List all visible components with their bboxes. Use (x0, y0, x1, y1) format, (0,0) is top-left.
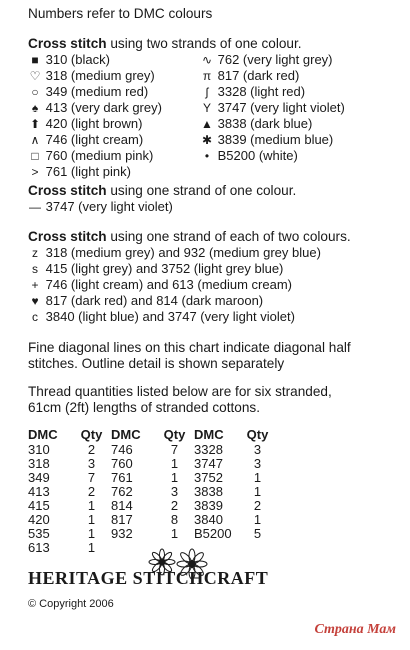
table-row (28, 457, 274, 471)
legend-item-label: 817 (dark red) and 814 (dark maroon) (45, 293, 264, 308)
legend-item (28, 116, 162, 132)
dmc-cell: 746 (111, 442, 133, 457)
stitch-symbol-icon: ∿ (201, 53, 213, 67)
legend-item (200, 100, 345, 116)
legend-item-label: 349 (medium red) (45, 84, 149, 99)
qty-cell: 2 (87, 442, 96, 457)
legend-item (28, 199, 173, 215)
section3-heading-rest: using one strand of each of two colours. (106, 229, 351, 244)
legend-item-label: 746 (light cream) and 613 (medium cream) (45, 277, 293, 292)
header-dmc: DMC (111, 427, 141, 442)
dmc-cell: 761 (111, 470, 133, 485)
table-row (28, 527, 274, 541)
legend-item (28, 68, 162, 84)
legend-item (28, 52, 162, 68)
stitch-symbol-icon: ⬆ (29, 117, 41, 131)
qty-cell: 1 (253, 512, 262, 527)
legend-item (200, 84, 345, 100)
dmc-cell: 535 (28, 526, 50, 541)
stitch-symbol-icon: ▲ (201, 117, 213, 131)
section1-heading-rest: using two strands of one colour. (106, 36, 302, 51)
qty-cell: 7 (170, 442, 179, 457)
stitch-symbol-icon: • (204, 149, 210, 163)
dmc-cell: 760 (111, 456, 133, 471)
legend-item (200, 52, 345, 68)
qty-cell: 3 (87, 456, 96, 471)
dmc-cell: 318 (28, 456, 50, 471)
legend-item-label: 413 (very dark grey) (45, 100, 162, 115)
legend-item-label: 3747 (very light violet) (45, 199, 173, 214)
legend-item-label: 3839 (medium blue) (217, 132, 334, 147)
legend-item-label: 3838 (dark blue) (217, 116, 313, 131)
dmc-cell: 814 (111, 498, 133, 513)
section3-heading-bold: Cross stitch (28, 229, 107, 244)
qty-cell: 1 (87, 526, 96, 541)
stitch-symbol-icon: ■ (31, 53, 39, 67)
legend-item (28, 277, 321, 293)
section1-heading (28, 36, 302, 52)
qty-cell: 8 (170, 512, 179, 527)
dmc-cell: 3839 (194, 498, 223, 513)
legend-item (200, 132, 345, 148)
legend-item (28, 309, 321, 325)
legend-item-label: 3840 (light blue) and 3747 (very light violet) (45, 309, 295, 324)
qty-cell (241, 541, 274, 555)
legend-item-label: 318 (medium grey) (45, 68, 155, 83)
legend-item (28, 148, 162, 164)
qty-cell: 1 (253, 470, 262, 485)
legend-item-label: 761 (light pink) (45, 164, 131, 179)
dmc-cell: 310 (28, 442, 50, 457)
brand-name: HERITAGE STITCHCRAFT (28, 568, 269, 588)
dmc-cell: 3752 (194, 470, 223, 485)
stitch-symbol-icon: □ (31, 149, 39, 163)
thread-quantity-table (28, 427, 274, 555)
section2-heading (28, 183, 296, 199)
qty-cell: 3 (253, 456, 262, 471)
dmc-cell: 3838 (194, 484, 223, 499)
stitch-symbol-icon: ♡ (29, 69, 41, 83)
dmc-cell: 349 (28, 470, 50, 485)
legend-item-label: 760 (medium pink) (45, 148, 154, 163)
legend-item-label: 746 (light cream) (45, 132, 144, 147)
header-qty: Qty (163, 427, 186, 442)
dmc-cell: 817 (111, 512, 133, 527)
blended-legend (28, 245, 321, 325)
legend-item (28, 245, 321, 261)
stitch-symbol-icon: π (202, 69, 212, 83)
qty-cell: 3 (253, 442, 262, 457)
dmc-cell: 420 (28, 512, 50, 527)
table-row (28, 513, 274, 527)
qty-cell: 3 (170, 484, 179, 499)
legend-item-label: 318 (medium grey) and 932 (medium grey blue) (45, 245, 321, 260)
legend-item (28, 132, 162, 148)
qty-cell: 2 (87, 484, 96, 499)
section2-heading-bold: Cross stitch (28, 183, 107, 198)
note2-line2: 61cm (2ft) lengths of stranded cottons. (28, 400, 260, 415)
section2-heading-rest: using one strand of one colour. (106, 183, 297, 198)
stitch-symbol-icon: — (29, 200, 41, 214)
copyright-text: © Copyright 2006 (28, 598, 114, 610)
qty-cell: 1 (170, 456, 179, 471)
note2-line1: Thread quantities listed below are for six stranded, (28, 384, 332, 399)
dmc-cell: 762 (111, 484, 133, 499)
stitch-symbol-icon: z (32, 246, 38, 260)
qty-cell: 1 (170, 470, 179, 485)
stitch-symbol-icon: c (32, 310, 38, 324)
note1-line2: stitches. Outline detail is shown separately (28, 356, 285, 371)
dmc-cell: 613 (28, 540, 50, 555)
dmc-cell: 3840 (194, 512, 223, 527)
legend-item-label: 415 (light grey) and 3752 (light grey blue) (45, 261, 284, 276)
legend-item-label: B5200 (white) (217, 148, 298, 163)
stitch-symbol-icon: Y (202, 101, 211, 115)
table-row (28, 499, 274, 513)
dmc-cell: 3747 (194, 456, 223, 471)
qty-cell: 2 (253, 498, 262, 513)
qty-cell: 5 (253, 526, 262, 541)
qty-cell: 1 (87, 512, 96, 527)
qty-cell: 2 (170, 498, 179, 513)
stitch-symbol-icon: s (32, 262, 38, 276)
header-dmc: DMC (194, 427, 224, 442)
qty-cell: 1 (87, 498, 96, 513)
header-qty: Qty (80, 427, 103, 442)
legend-item (28, 293, 321, 309)
qty-cell: 1 (170, 526, 179, 541)
table-row (28, 471, 274, 485)
stitch-symbol-icon: ♥ (31, 294, 39, 308)
stitch-symbol-icon: ✱ (201, 133, 213, 147)
dmc-cell: 415 (28, 498, 50, 513)
legend-left-column (28, 52, 162, 180)
table-header-row (28, 427, 274, 443)
watermark: Страна Мам (314, 622, 396, 637)
legend-item-label: 3747 (very light violet) (217, 100, 345, 115)
dmc-cell: 3328 (194, 442, 223, 457)
legend-item (200, 68, 345, 84)
stitch-symbol-icon: ○ (31, 85, 39, 99)
legend-item (28, 261, 321, 277)
legend-item-label: 762 (very light grey) (217, 52, 333, 67)
one-strand-legend (28, 199, 173, 215)
legend-item-label: 3328 (light red) (217, 84, 306, 99)
intro-text: Numbers refer to DMC colours (28, 6, 213, 21)
stitch-symbol-icon: ʃ (205, 85, 209, 99)
section3-heading (28, 229, 351, 245)
qty-cell: 7 (87, 470, 96, 485)
stitch-symbol-icon: ∧ (30, 133, 40, 147)
legend-item (200, 116, 345, 132)
legend-item (28, 100, 162, 116)
legend-item (28, 164, 162, 180)
legend-item (28, 84, 162, 100)
dmc-cell: B5200 (194, 526, 232, 541)
legend-item (200, 148, 345, 164)
section1-heading-bold: Cross stitch (28, 36, 107, 51)
header-qty: Qty (246, 427, 269, 442)
dmc-cell: 413 (28, 484, 50, 499)
qty-cell: 1 (253, 484, 262, 499)
table-row (28, 485, 274, 499)
brand-logo (28, 568, 268, 589)
legend-item-label: 420 (light brown) (45, 116, 143, 131)
stitch-symbol-icon: + (31, 278, 39, 292)
table-row (28, 443, 274, 457)
legend-item-label: 310 (black) (45, 52, 110, 67)
note1-line1: Fine diagonal lines on this chart indicate diagonal half (28, 340, 351, 355)
legend-item-label: 817 (dark red) (217, 68, 300, 83)
legend-right-column (200, 52, 345, 164)
header-dmc: DMC (28, 427, 58, 442)
stitch-symbol-icon: > (31, 165, 39, 179)
dmc-cell: 932 (111, 526, 133, 541)
qty-cell: 1 (87, 540, 96, 555)
stitch-symbol-icon: ♠ (31, 101, 39, 115)
